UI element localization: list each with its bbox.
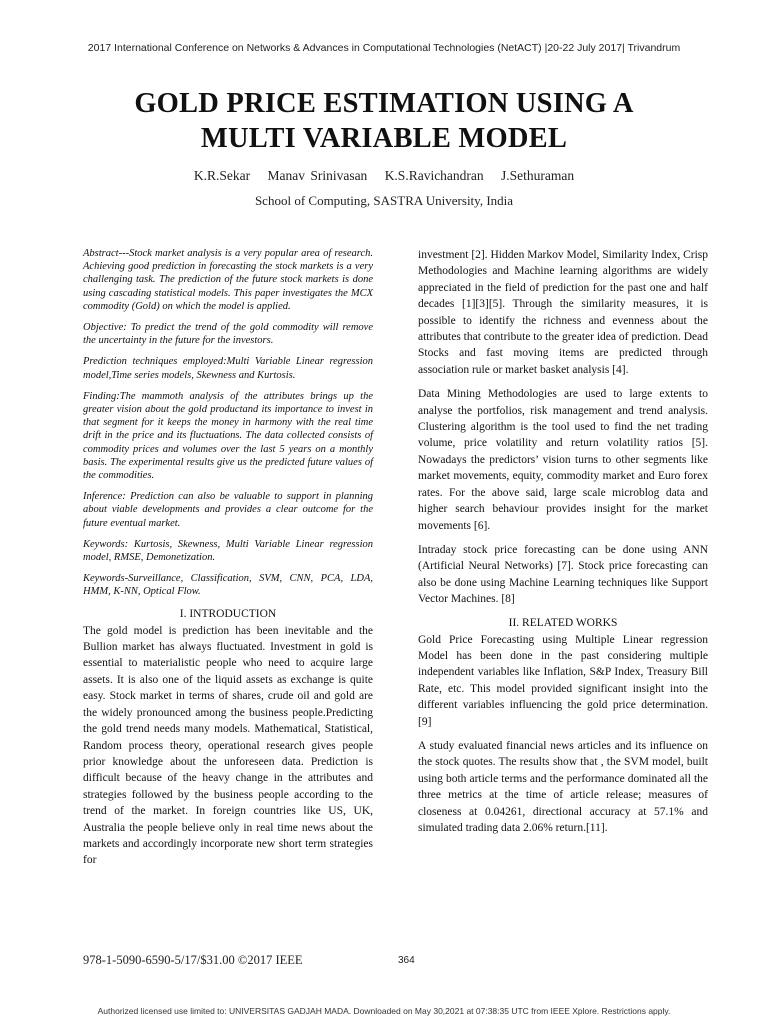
keywords-text: Keywords: Kurtosis, Skewness, Multi Variable Linear regression model, RMSE, Demonetization. bbox=[83, 538, 373, 564]
related-works-heading: II. RELATED WORKS bbox=[508, 616, 618, 629]
body-paragraph: Data Mining Methodologies are used to large extents to analyse the portfolios, risk management and trend analysis. Clustering algorithm is the tool used to find the net trading volume, price volatility and return volatility ratios [5]. Nowadays the predictors’ vision turns to other segments like market movements, equity, commodity market and Euro forex rates. For the above said, large scale microblog data and higher search behaviour provides insight for the market movements [6]. bbox=[418, 388, 708, 532]
author-name: J.Sethuraman bbox=[501, 168, 575, 183]
author-name: Manav Srinivasan bbox=[267, 168, 368, 183]
body-paragraph: Intraday stock price forecasting can be done using ANN (Artificial Neural Networks) [7]. Stock price forecasting can also be done using Machine Learning techniques like Support Vector Machines. [8] bbox=[418, 543, 708, 606]
isbn-footer: 978-1-5090-6590-5/17/$31.00 ©2017 IEEE bbox=[83, 953, 303, 967]
body-paragraph: A study evaluated financial news articles and its influence on the stock quotes. The results show that , the SVM model, built using both article terms and the performance dominated all the three metrics at the time of article release; measures of closeness at 0.04261, directional accuracy at 57.1% and simulated trading data 2.06% return.[11]. bbox=[418, 739, 708, 834]
keywords-secondary-text: Keywords-Surveillance, Classification, SVM, CNN, PCA, LDA, HMM, K-NN, Optical Flow. bbox=[83, 573, 373, 598]
author-name: K.R.Sekar bbox=[193, 168, 251, 183]
introduction-heading: I. INTRODUCTION bbox=[179, 607, 277, 620]
left-column bbox=[83, 247, 373, 877]
title-line-2: MULTI VARIABLE MODEL bbox=[200, 123, 568, 154]
paper-title bbox=[40, 86, 728, 156]
affiliation: School of Computing, SASTRA University, India bbox=[254, 193, 514, 208]
title-line-1: GOLD PRICE ESTIMATION USING A bbox=[134, 88, 634, 119]
body-paragraph: Gold Price Forecasting using Multiple Linear regression Model has been done in the past considering multiple independent variables like Inflation, S&P Index, Treasury Bill Rate, etc. This model provided significant insight into the different variables influencing the gold price determination. [9] bbox=[418, 633, 708, 728]
license-notice: Authorized licensed use limited to: UNIVERSITAS GADJAH MADA. Downloaded on May 30,2021 at 07:38:35 UTC from IEEE Xplore. Restrictions apply. bbox=[97, 1006, 671, 1016]
author-name: K.S.Ravichandran bbox=[384, 168, 484, 183]
conference-header: 2017 International Conference on Networks & Advances in Computational Technologies (NetACT) |20-22 July 2017| Trivandrum bbox=[87, 42, 681, 54]
right-column bbox=[418, 247, 708, 844]
inference-text: Inference: Prediction can also be valuable to support in planning about viable developments and provides a clear outcome for the future eventual market. bbox=[83, 491, 373, 529]
abstract-text: Abstract---Stock market analysis is a very popular area of research. Achieving good prediction in forecasting the stock markets is a very challenging task. The prediction of the future stock markets is done using cascading statistical models. This paper investigates the MCX commodity (Gold) on which the model is applied. bbox=[83, 248, 373, 312]
objective-text: Objective: To predict the trend of the gold commodity will remove the uncertainty in the future for the investors. bbox=[83, 322, 373, 347]
introduction-text: The gold model is prediction has been inevitable and the Bullion market has always fluctuated. Investment in gold is essential to materialistic people who need to acquire large assets. It is also one of the liquid assets as exchange is quite easy. Stock market in terms of shares, crude oil and gold are the widely pronounced among the business people.Predicting the gold trend needs many models. Mathematical, Statistical, Random process theory, operational research gives people prior knowledge about the unforeseen data. Prediction is difficult because of the heavy change in the attributes and strategies followed by the business people according to the trend of the market. In foreign countries like US, UK, Australia the people believe only in real time news about the markets and accordingly incorporate new short term strategies for bbox=[83, 624, 373, 867]
author-list bbox=[0, 168, 768, 184]
body-paragraph: investment [2]. Hidden Markov Model, Similarity Index, Crisp Methodologies and Machine learning algorithms are widely appreciated in the field of prediction for the past one and half decades [1][3][5]. Through the similarity measures, it is possible to identify the richness and evenness about the attributes that contribute to the greater idea of prediction. Dead Stocks and fast moving items are predicted through association rule or market basket analysis [4]. bbox=[418, 249, 709, 376]
finding-text: Finding:The mammoth analysis of the attributes brings up the greater vision about the gold productand its importance to invest in that segment for it keeps the money in harmony with the real time drift in the price and its fluctuations. The data collected consists of commodity prices and volumes over the last 5 years on a monthly basis. The experimental results give us the predicted future values of the commodities. bbox=[83, 390, 373, 482]
techniques-text: Prediction techniques employed:Multi Variable Linear regression model,Time series models, Skewness and Kurtosis. bbox=[83, 356, 373, 381]
page-number: 364 bbox=[398, 955, 415, 966]
